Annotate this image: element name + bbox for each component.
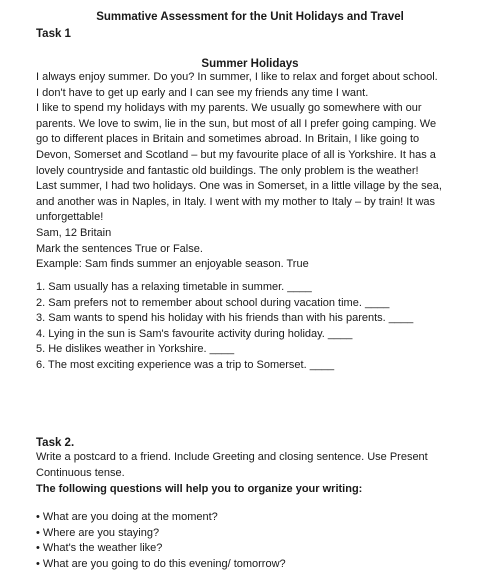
task1-example: Example: Sam finds summer an enjoyable season. True xyxy=(36,258,309,271)
instruction-line: Write a postcard to a friend. Include Greeting and closing sentence. Use Present xyxy=(36,451,428,463)
statement-item: 4. Lying in the sun is Sam's favourite activity during holiday. ____ xyxy=(36,327,353,340)
statement-list xyxy=(36,280,486,374)
story-line: I like to spend my holidays with my parents. We usually go somewhere with our xyxy=(36,102,422,115)
story-line: I always enjoy summer. Do you? In summer, I like to relax and forget about school. xyxy=(36,71,438,83)
story-line: Last summer, I had two holidays. One was in Somerset, in a little village by the sea, xyxy=(36,180,442,193)
statement-item: 5. He dislikes weather in Yorkshire. ____ xyxy=(36,343,235,356)
statement-item: 6. The most exciting experience was a trip to Somerset. ____ xyxy=(36,358,335,371)
story-line: unforgettable! xyxy=(36,211,104,224)
question-item: • Where are you staying? xyxy=(36,526,160,539)
story-title: Summer Holidays xyxy=(201,58,299,70)
question-list xyxy=(36,510,486,572)
statement-item: 2. Sam prefers not to remember about school during vacation time. ____ xyxy=(36,296,390,309)
story-line: lovely countryside and fantastic old buildings. The only problem is the weather! xyxy=(36,164,419,177)
question-item: • What's the weather like? xyxy=(36,542,163,555)
statement-item: 3. Sam wants to spend his holiday with his friends than with his parents. ____ xyxy=(36,312,414,325)
story-text xyxy=(36,70,486,273)
question-item: • What are you going to do this evening/ tomorrow? xyxy=(36,557,286,570)
story-line: Devon, Somerset and Scotland – but my favourite place of all is Yorkshire. It has a xyxy=(36,148,436,161)
story-line: I don't have to get up early and I can see my friends any time I want. xyxy=(36,86,369,99)
instruction-line: Continuous tense. xyxy=(36,466,125,479)
story-line: parents. We love to swim, lie in the sun, but most of all I prefer going camping. We xyxy=(36,117,437,130)
task1-instruction: Mark the sentences True or False. xyxy=(36,242,203,255)
story-line: and another was in Naples, in Italy. I went with my mother to Italy – by train! It was xyxy=(36,195,436,208)
task1-heading: Task 1 xyxy=(36,28,71,40)
story-line: go to different places in Britain and sometimes abroad. In Britain, I like going to xyxy=(36,133,420,146)
statement-item: 1. Sam usually has a relaxing timetable in summer. ____ xyxy=(36,281,312,293)
questions-intro: The following questions will help you to organize your writing: xyxy=(36,483,363,495)
author-signature: Sam, 12 Britain xyxy=(36,226,112,239)
document-title: Summative Assessment for the Unit Holidays and Travel xyxy=(96,11,404,23)
task2-instructions xyxy=(36,450,486,481)
task2-heading: Task 2. xyxy=(36,437,75,449)
question-item: • What are you doing at the moment? xyxy=(36,511,218,523)
